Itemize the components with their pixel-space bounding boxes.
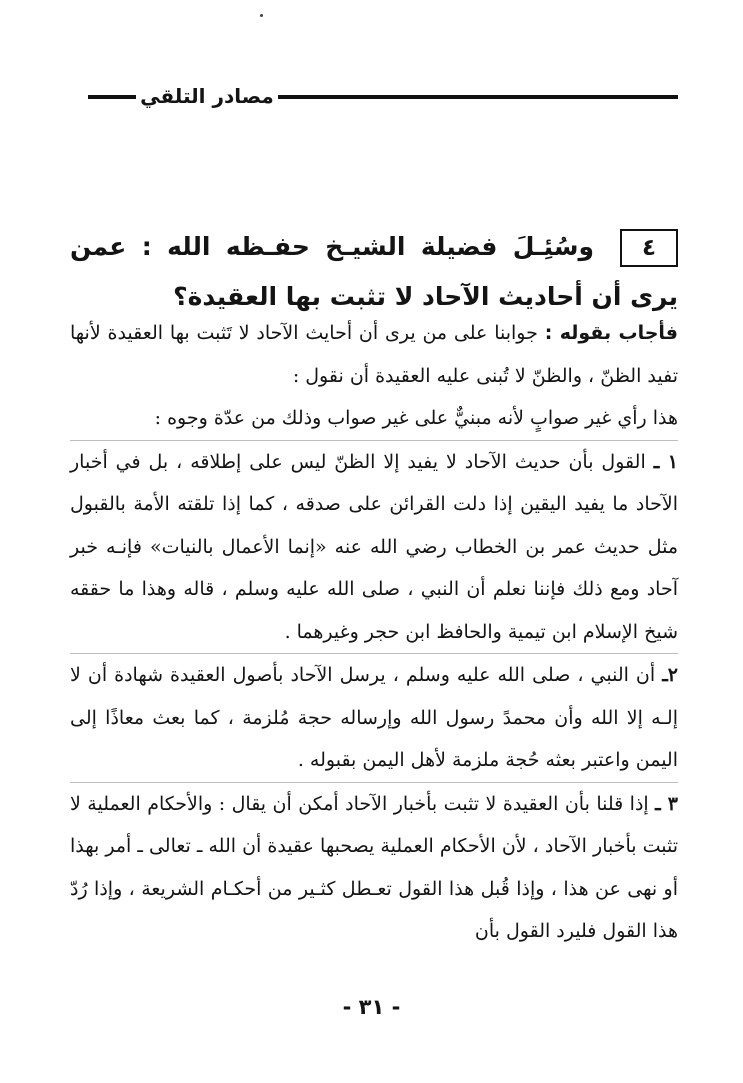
- question-text: وسُئِـلَ فضيلة الشيـخ حفـظه الله : عمن يرى أن أحاديث الآحاد لا تثبت بها العقيدة؟: [70, 232, 678, 311]
- point-1-number: ١ ـ: [653, 450, 678, 473]
- point-3-number: ٣ ـ: [655, 792, 678, 815]
- point-2-text: أن النبي ، صلى الله عليه وسلم ، يرسل الآحاد بأصول العقيدة شهادة أن لا إلـه إلا الله وأن محمدً رسول الله وإرساله حجة مُلزمة ، كما بعث معاذًا إلى اليمن واعتبر بعثه حُجة ملزمة لأهل اليمن بقبوله .: [70, 664, 678, 771]
- point-1: [70, 441, 678, 654]
- print-speck: [260, 14, 263, 17]
- point-3-text: إذا قلنا بأن العقيدة لا تثبت بأخبار الآحاد أمكن أن يقال : والأحكام العملية لا تثبت بأخبار الآحاد ، لأن الأحكام العملية يصحبها عقيدة أن الله ـ تعالى ـ أمر بهذا أو نهى عن هذا ، وإذا قُبل هذا القول تعـطل كثـير من أحكـام الشريعة ، وإذا رُدّ هذا القول فليرد القول بأن: [70, 792, 678, 942]
- question-block: [70, 222, 678, 322]
- answer-intro-paragraph: [70, 312, 678, 397]
- point-2: [70, 654, 678, 782]
- header-rule-long: [278, 95, 678, 99]
- answer-body: [70, 312, 678, 953]
- page-number: - ٣١ -: [342, 995, 401, 1019]
- answer-statement: هذا رأي غير صوابٍ لأنه مبنيٌّ على غير صواب وذلك من عدّة وجوه :: [154, 407, 678, 429]
- header-rule-short: [88, 95, 136, 99]
- point-3: [70, 783, 678, 953]
- question-number-box: ٤: [620, 229, 678, 267]
- header-title: مصادر التلقي: [140, 84, 274, 108]
- point-2-number: ٢ـ: [662, 664, 678, 686]
- running-header: [70, 80, 678, 114]
- answer-intro: جوابنا على من يرى أن أحايث الآحاد لا تَثبت بها العقيدة لأنها تفيد الظنّ ، والظنّ لا تُبنى عليه العقيدة أن نقول :: [70, 322, 678, 387]
- point-1-text: القول بأن حديث الآحاد لا يفيد إلا الظنّ ليس على إطلاقه ، بل في أخبار الآحاد ما يفيد اليقين إذا دلت القرائن على صدقه ، كما إذا تلقته الأمة بالقبول مثل حديث عمر بن الخطاب رضي الله عنه «إنما الأعمال بالنيات» فإنـه خبر آحاد ومع ذلك فإننا نعلم أن النبي ، صلى الله عليه وسلم ، قاله وهذا ما حققه شيخ الإسلام ابن تيمية والحافظ ابن حجر وغيرهما .: [70, 450, 678, 643]
- answer-lead: فأجاب بقوله :: [544, 322, 678, 344]
